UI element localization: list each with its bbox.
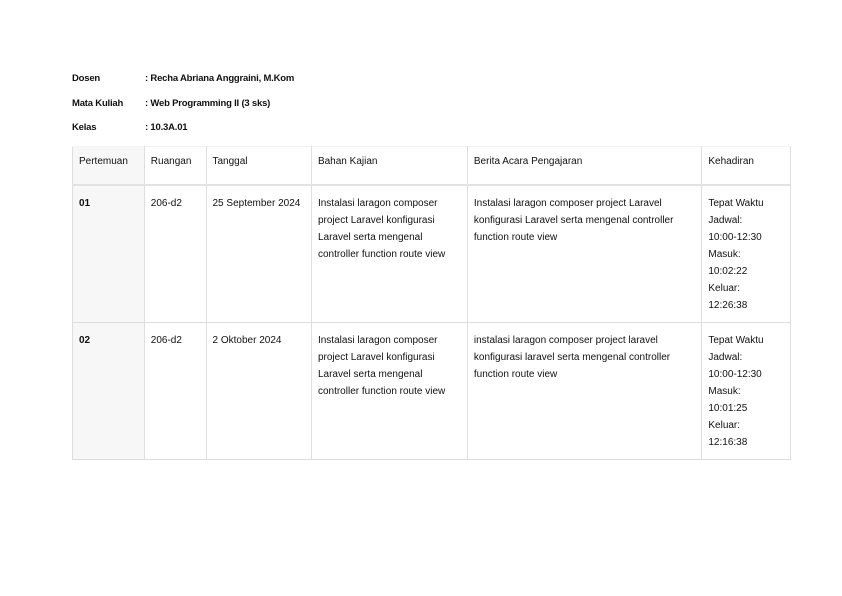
- schedule-label: Jadwal:: [708, 351, 743, 363]
- attendance-cell: [702, 322, 791, 459]
- column-header-ruangan: Ruangan: [144, 147, 206, 185]
- room-cell: 206-d2: [144, 185, 206, 323]
- table-row: [73, 185, 791, 323]
- column-header-tanggal: Tanggal: [206, 147, 311, 185]
- teaching-report-cell: instalasi laragon composer project laravel konfigurasi laravel serta mengenal controller function route view: [467, 322, 701, 459]
- course-label: Mata Kuliah: [72, 97, 124, 109]
- table-header-row: [73, 147, 791, 185]
- attendance-status: Tepat Waktu: [708, 334, 764, 346]
- lecturer-value: : Recha Abriana Anggraini, M.Kom: [145, 73, 295, 84]
- attendance-table: [72, 146, 791, 460]
- class-row: [72, 122, 294, 147]
- meeting-number: 01: [73, 185, 145, 323]
- check-in-value: 10:02:22: [708, 265, 748, 277]
- column-header-pertemuan: Pertemuan: [73, 147, 145, 185]
- check-out-label: Keluar:: [708, 282, 741, 294]
- course-row: [72, 98, 294, 123]
- class-value: : 10.3A.01: [145, 122, 188, 133]
- column-header-berita-acara: Berita Acara Pengajaran: [467, 147, 701, 185]
- course-value: : Web Programming II (3 sks): [145, 97, 271, 109]
- teaching-report-cell: Instalasi laragon composer project Laravel konfigurasi Laravel serta mengenal controller function route view: [467, 185, 701, 323]
- class-label: Kelas: [72, 122, 97, 133]
- lecturer-row: [72, 73, 294, 98]
- room-cell: 206-d2: [144, 322, 206, 459]
- column-header-kehadiran: Kehadiran: [702, 147, 791, 185]
- check-in-value: 10:01:25: [708, 402, 748, 414]
- lecturer-label: Dosen: [72, 73, 101, 84]
- date-cell: 25 September 2024: [206, 185, 311, 323]
- attendance-status: Tepat Waktu: [708, 197, 764, 209]
- table-row: [73, 322, 791, 459]
- attendance-cell: [702, 185, 791, 323]
- schedule-value: 10:00-12:30: [708, 368, 762, 380]
- check-in-label: Masuk:: [708, 248, 741, 260]
- study-material-cell: Instalasi laragon composer project Laravel konfigurasi Laravel serta mengenal controller function route view: [311, 185, 467, 323]
- check-out-label: Keluar:: [708, 419, 741, 431]
- check-out-value: 12:26:38: [708, 299, 748, 311]
- meeting-number: 02: [73, 322, 145, 459]
- course-info: [72, 73, 294, 147]
- schedule-value: 10:00-12:30: [708, 231, 762, 243]
- check-out-value: 12:16:38: [708, 436, 748, 448]
- schedule-label: Jadwal:: [708, 214, 743, 226]
- column-header-bahan-kajian: Bahan Kajian: [311, 147, 467, 185]
- study-material-cell: Instalasi laragon composer project Laravel konfigurasi Laravel serta mengenal controller function route view: [311, 322, 467, 459]
- date-cell: 2 Oktober 2024: [206, 322, 311, 459]
- check-in-label: Masuk:: [708, 385, 741, 397]
